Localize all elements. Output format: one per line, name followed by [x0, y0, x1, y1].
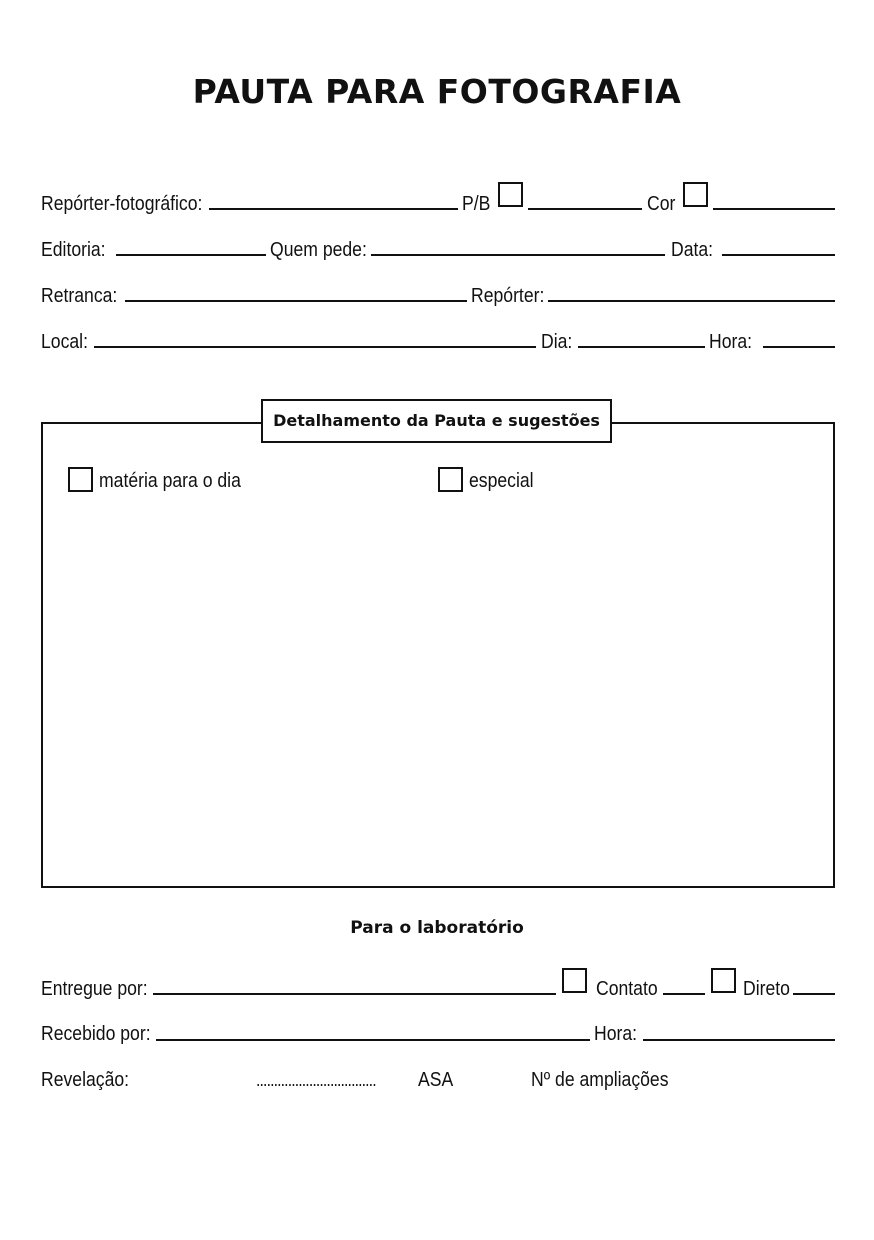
lab-heading: Para o laboratório — [350, 918, 524, 938]
cor-label: Cor — [647, 193, 676, 215]
reporter-fotografico-label: Repórter-fotográfico: — [41, 193, 203, 215]
local-label: Local: — [41, 331, 88, 353]
quem-pede-label: Quem pede: — [270, 239, 367, 261]
pb-field[interactable] — [528, 208, 642, 210]
entregue-por-field[interactable] — [153, 993, 556, 995]
cor-field[interactable] — [713, 208, 835, 210]
lab-hora-label: Hora: — [594, 1023, 638, 1045]
reporter-fotografico-field[interactable] — [209, 208, 458, 210]
details-legend: Detalhamento da Pauta e sugestões — [261, 399, 612, 443]
hora-field[interactable] — [763, 346, 835, 348]
especial-checkbox[interactable] — [438, 467, 463, 492]
local-field[interactable] — [94, 346, 536, 348]
editoria-field[interactable] — [116, 254, 266, 256]
asa-dots[interactable]: .................................. — [256, 1070, 376, 1090]
recebido-por-label: Recebido por: — [41, 1023, 151, 1045]
lab-hora-field[interactable] — [643, 1039, 835, 1041]
ampliacoes-label: Nº de ampliações — [531, 1069, 669, 1091]
retranca-label: Retranca: — [41, 285, 118, 307]
materia-dia-label: matéria para o dia — [99, 470, 241, 492]
revelacao-label: Revelação: — [41, 1069, 130, 1091]
contato-label: Contato — [596, 978, 658, 1000]
pb-label: P/B — [462, 193, 491, 215]
dia-label: Dia: — [541, 331, 573, 353]
retranca-field[interactable] — [125, 300, 467, 302]
contato-field[interactable] — [663, 993, 705, 995]
data-field[interactable] — [722, 254, 835, 256]
reporter-field[interactable] — [548, 300, 835, 302]
entregue-por-label: Entregue por: — [41, 978, 148, 1000]
quem-pede-field[interactable] — [371, 254, 665, 256]
editoria-label: Editoria: — [41, 239, 106, 261]
direto-field[interactable] — [793, 993, 835, 995]
direto-checkbox[interactable] — [711, 968, 736, 993]
hora-label: Hora: — [709, 331, 753, 353]
pb-checkbox[interactable] — [498, 182, 523, 207]
direto-label: Direto — [743, 978, 790, 1000]
cor-checkbox[interactable] — [683, 182, 708, 207]
dia-field[interactable] — [578, 346, 705, 348]
recebido-por-field[interactable] — [156, 1039, 590, 1041]
form-title: PAUTA PARA FOTOGRAFIA — [192, 72, 682, 111]
details-text-area[interactable] — [60, 505, 816, 875]
contato-checkbox[interactable] — [562, 968, 587, 993]
materia-dia-checkbox[interactable] — [68, 467, 93, 492]
asa-label: ASA — [418, 1069, 454, 1091]
especial-label: especial — [469, 470, 534, 492]
reporter-label: Repórter: — [471, 285, 545, 307]
data-label: Data: — [671, 239, 714, 261]
